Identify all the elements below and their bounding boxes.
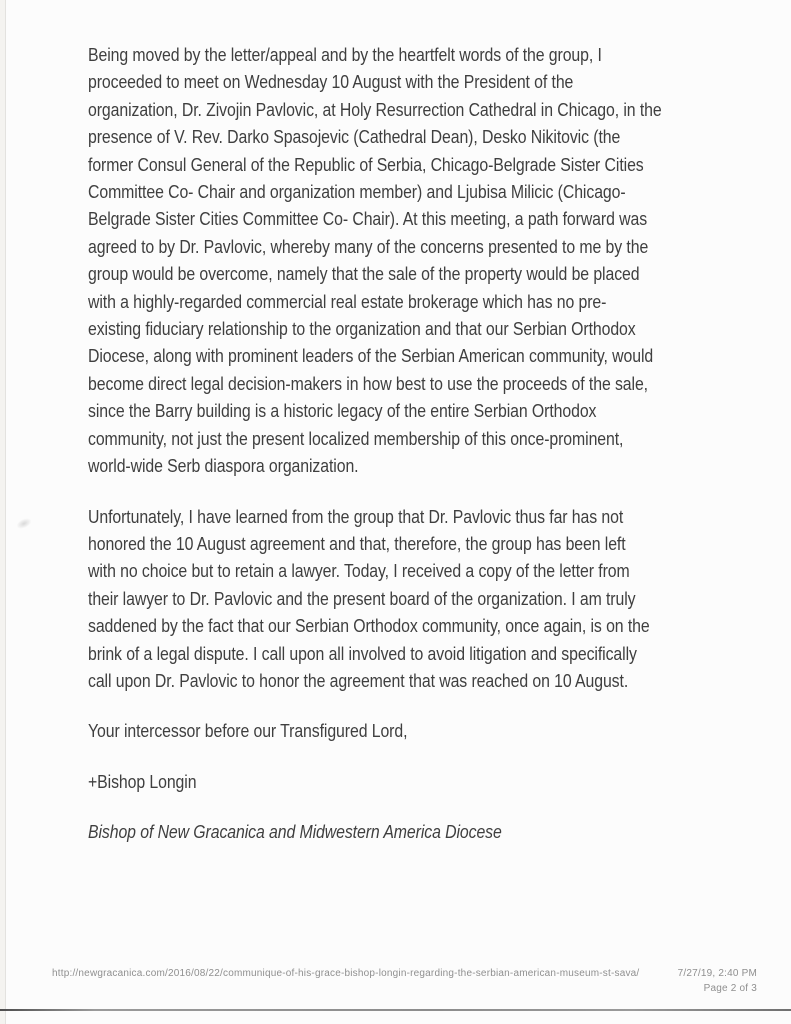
print-timestamp: 7/27/19, 2:40 PM <box>677 968 757 979</box>
letter-paragraph <box>88 819 739 846</box>
letter-line: Committee Co- Chair and organization member) and Ljubisa Milicic (Chicago- <box>88 182 626 203</box>
letter-body <box>88 42 739 870</box>
letter-line: Diocese, along with prominent leaders of the Serbian American community, would <box>88 346 654 367</box>
letter-line: Bishop of New Gracanica and Midwestern America Diocese <box>88 822 502 843</box>
letter-paragraph <box>88 769 739 796</box>
letter-line: with no choice but to retain a lawyer. Today, I received a copy of the letter from <box>88 561 630 582</box>
letter-paragraph <box>88 42 739 481</box>
page-footer <box>52 966 757 996</box>
letter-line: saddened by the fact that our Serbian Orthodox community, once again, is on the <box>88 616 650 637</box>
scan-edge-artifact <box>0 0 6 1024</box>
letter-line: become direct legal decision-makers in how best to use the proceeds of the sale, <box>88 373 648 394</box>
letter-line: presence of V. Rev. Darko Spasojevic (Cathedral Dean), Desko Nikitovic (the <box>88 127 621 148</box>
letter-line: group would be overcome, namely that the sale of the property would be placed <box>88 264 640 285</box>
letter-line: since the Barry building is a historic legacy of the entire Serbian Orthodox <box>88 401 597 422</box>
source-url: http://newgracanica.com/2016/08/22/communique-of-his-grace-bishop-longin-regarding-the-serbian-american-museum-st-sava/ <box>52 968 640 979</box>
letter-line: their lawyer to Dr. Pavlovic and the present board of the organization. I am truly <box>88 588 636 609</box>
letter-line: +Bishop Longin <box>88 771 197 792</box>
letter-line: existing fiduciary relationship to the organization and that our Serbian Orthodox <box>88 319 636 340</box>
scan-edge-line <box>0 1009 791 1011</box>
page-indicator: Page 2 of 3 <box>703 983 757 994</box>
letter-line: Belgrade Sister Cities Committee Co- Chair). At this meeting, a path forward was <box>88 209 648 230</box>
letter-line: brink of a legal dispute. I call upon all involved to avoid litigation and specifically <box>88 643 637 664</box>
footer-meta <box>678 966 757 996</box>
letter-paragraph <box>88 718 739 745</box>
letter-line: Being moved by the letter/appeal and by the heartfelt words of the group, I <box>88 45 602 65</box>
letter-line: world-wide Serb diaspora organization. <box>88 456 359 477</box>
letter-line: community, not just the present localized membership of this once-prominent, <box>88 428 624 449</box>
scan-smudge-artifact <box>15 516 33 531</box>
letter-line: Your intercessor before our Transfigured Lord, <box>88 721 408 742</box>
letter-paragraph <box>88 504 739 696</box>
letter-line: with a highly-regarded commercial real estate brokerage which has no pre- <box>88 291 607 312</box>
letter-line: honored the 10 August agreement and that, therefore, the group has been left <box>88 533 626 554</box>
letter-line: call upon Dr. Pavlovic to honor the agreement that was reached on 10 August. <box>88 670 629 691</box>
letter-line: Unfortunately, I have learned from the group that Dr. Pavlovic thus far has not <box>88 506 624 527</box>
letter-line: organization, Dr. Zivojin Pavlovic, at Holy Resurrection Cathedral in Chicago, in the <box>88 99 662 120</box>
letter-line: former Consul General of the Republic of Serbia, Chicago-Belgrade Sister Cities <box>88 154 644 175</box>
letter-line: agreed to by Dr. Pavlovic, whereby many of the concerns presented to me by the <box>88 236 649 257</box>
letter-line: proceeded to meet on Wednesday 10 August with the President of the <box>88 72 574 93</box>
